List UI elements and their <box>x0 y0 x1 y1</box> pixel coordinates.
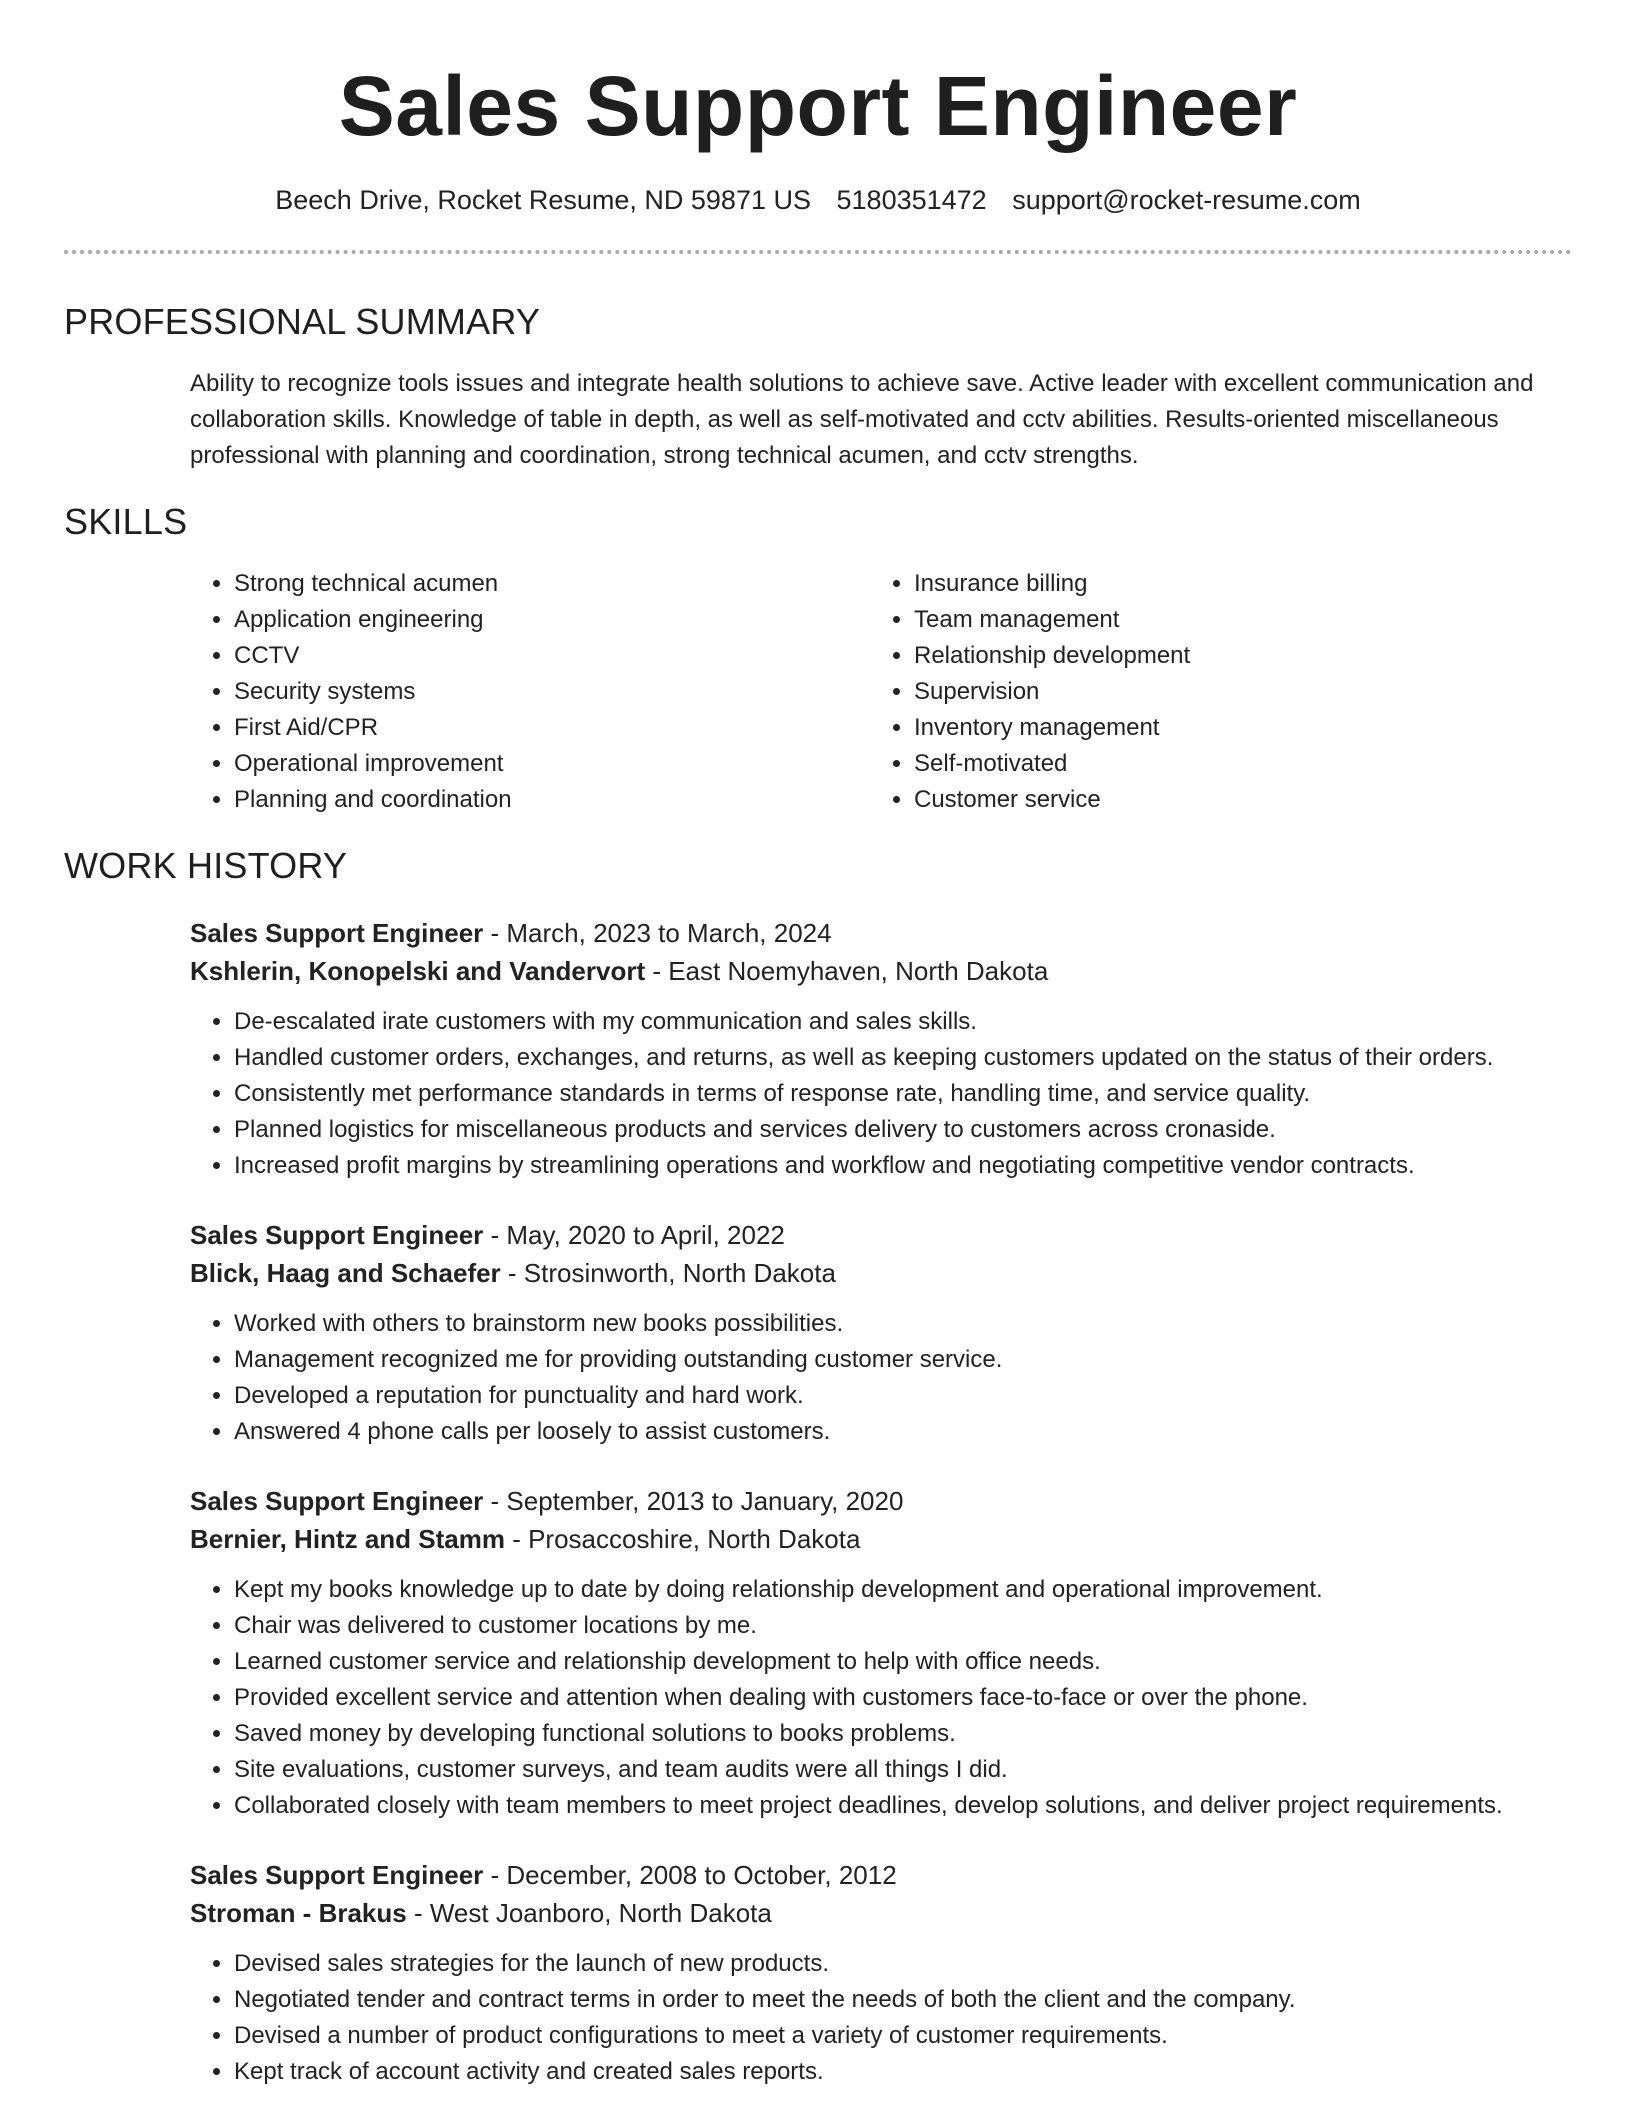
job-bullet: • Handled customer orders, exchanges, and returns, as well as keeping customers updated on the status of their orders. <box>234 1040 1572 1076</box>
skills-heading: SKILLS <box>64 501 188 542</box>
skill-item: • Application engineering <box>234 602 870 638</box>
job-bullet: • Provided excellent service and attention when dealing with customers face-to-face or over the phone. <box>234 1680 1572 1716</box>
job-bullet: • Site evaluations, customer surveys, and team audits were all things I did. <box>234 1752 1572 1788</box>
resume-page <box>64 0 1572 2090</box>
skill-item: • Security systems <box>234 674 870 710</box>
job-bullet: • Negotiated tender and contract terms in order to meet the needs of both the client and the company. <box>234 1982 1572 2018</box>
skill-item: • Operational improvement <box>234 746 870 782</box>
skills-column-right <box>870 566 1190 818</box>
job-entry <box>190 1856 1572 2090</box>
job-dates: - September, 2013 to January, 2020 <box>483 1486 904 1516</box>
job-bullet: • Worked with others to brainstorm new books possibilities. <box>234 1306 1572 1342</box>
job-bullet: • Management recognized me for providing outstanding customer service. <box>234 1342 1572 1378</box>
job-title-line <box>190 1482 1572 1520</box>
contact-address: Beech Drive, Rocket Resume, ND 59871 US <box>275 185 811 215</box>
job-dates: - December, 2008 to October, 2012 <box>483 1860 897 1890</box>
job-bullets <box>190 1946 1572 2090</box>
job-bullets <box>190 1572 1572 1824</box>
skill-item: • Planning and coordination <box>234 782 870 818</box>
job-entry <box>190 1482 1572 1824</box>
skills-column-left <box>190 566 870 818</box>
job-bullet: • Collaborated closely with team members to meet project deadlines, develop solutions, and deliver project requirements. <box>234 1788 1572 1824</box>
job-bullet: • Consistently met performance standards in terms of response rate, handling time, and service quality. <box>234 1076 1572 1112</box>
job-bullet: • Saved money by developing functional solutions to books problems. <box>234 1716 1572 1752</box>
skill-item: • Strong technical acumen <box>234 566 870 602</box>
job-bullet: • Devised sales strategies for the launch of new products. <box>234 1946 1572 1982</box>
job-company: Stroman - Brakus <box>190 1898 407 1928</box>
job-company: Kshlerin, Konopelski and Vandervort <box>190 956 646 986</box>
job-bullets <box>190 1004 1572 1184</box>
job-bullet: • Answered 4 phone calls per loosely to assist customers. <box>234 1414 1572 1450</box>
job-role: Sales Support Engineer <box>190 918 484 948</box>
work-history-heading: WORK HISTORY <box>64 845 348 886</box>
skill-item: • Insurance billing <box>914 566 1190 602</box>
skill-item: • Relationship development <box>914 638 1190 674</box>
job-location: - Strosinworth, North Dakota <box>500 1258 836 1288</box>
job-entry <box>190 914 1572 1184</box>
job-location: - West Joanboro, North Dakota <box>406 1898 772 1928</box>
job-company-line <box>190 1254 1572 1292</box>
job-title-line <box>190 1856 1572 1894</box>
job-title-line <box>190 1216 1572 1254</box>
job-bullet: • De-escalated irate customers with my communication and sales skills. <box>234 1004 1572 1040</box>
job-company-line <box>190 952 1572 990</box>
job-title-line <box>190 914 1572 952</box>
job-bullet: • Planned logistics for miscellaneous products and services delivery to customers across cronaside. <box>234 1112 1572 1148</box>
job-company-line <box>190 1520 1572 1558</box>
skill-item: • CCTV <box>234 638 870 674</box>
job-role: Sales Support Engineer <box>190 1486 484 1516</box>
job-bullet: • Kept track of account activity and created sales reports. <box>234 2054 1572 2090</box>
skill-item: • Inventory management <box>914 710 1190 746</box>
skill-item: • Supervision <box>914 674 1190 710</box>
job-bullet: • Learned customer service and relationship development to help with office needs. <box>234 1644 1572 1680</box>
skill-item: • First Aid/CPR <box>234 710 870 746</box>
job-role: Sales Support Engineer <box>190 1220 484 1250</box>
job-bullet: • Increased profit margins by streamlining operations and workflow and negotiating competitive vendor contracts. <box>234 1148 1572 1184</box>
job-bullet: • Devised a number of product configurations to meet a variety of customer requirements. <box>234 2018 1572 2054</box>
job-bullet: • Kept my books knowledge up to date by doing relationship development and operational improvement. <box>234 1572 1572 1608</box>
job-company-line <box>190 1894 1572 1932</box>
job-bullet: • Developed a reputation for punctuality and hard work. <box>234 1378 1572 1414</box>
job-bullets <box>190 1306 1572 1450</box>
contact-phone: 5180351472 <box>836 185 987 215</box>
contact-email: support@rocket-resume.com <box>1012 185 1361 215</box>
header-divider <box>64 250 1572 254</box>
job-company: Blick, Haag and Schaefer <box>190 1258 501 1288</box>
summary-text: Ability to recognize tools issues and integrate health solutions to achieve save. Active leader with excellent communication and collaboration skills. Knowledge of table in depth, as well as self-motivated and cctv abilities. Results-oriented miscellaneous professional with planning and coordination, strong technical acumen, and cctv strengths. <box>190 370 1534 469</box>
resume-name: Sales Support Engineer <box>338 59 1298 153</box>
skills-list <box>190 566 1572 818</box>
job-role: Sales Support Engineer <box>190 1860 484 1890</box>
job-dates: - March, 2023 to March, 2024 <box>483 918 832 948</box>
skill-item: • Customer service <box>914 782 1190 818</box>
job-location: - Prosaccoshire, North Dakota <box>504 1524 861 1554</box>
job-location: - East Noemyhaven, North Dakota <box>645 956 1049 986</box>
job-entry <box>190 1216 1572 1450</box>
contact-line <box>64 182 1572 218</box>
skill-item: • Team management <box>914 602 1190 638</box>
skill-item: • Self-motivated <box>914 746 1190 782</box>
job-company: Bernier, Hintz and Stamm <box>190 1524 505 1554</box>
summary-heading: PROFESSIONAL SUMMARY <box>64 301 541 342</box>
job-bullet: • Chair was delivered to customer locations by me. <box>234 1608 1572 1644</box>
job-dates: - May, 2020 to April, 2022 <box>483 1220 785 1250</box>
